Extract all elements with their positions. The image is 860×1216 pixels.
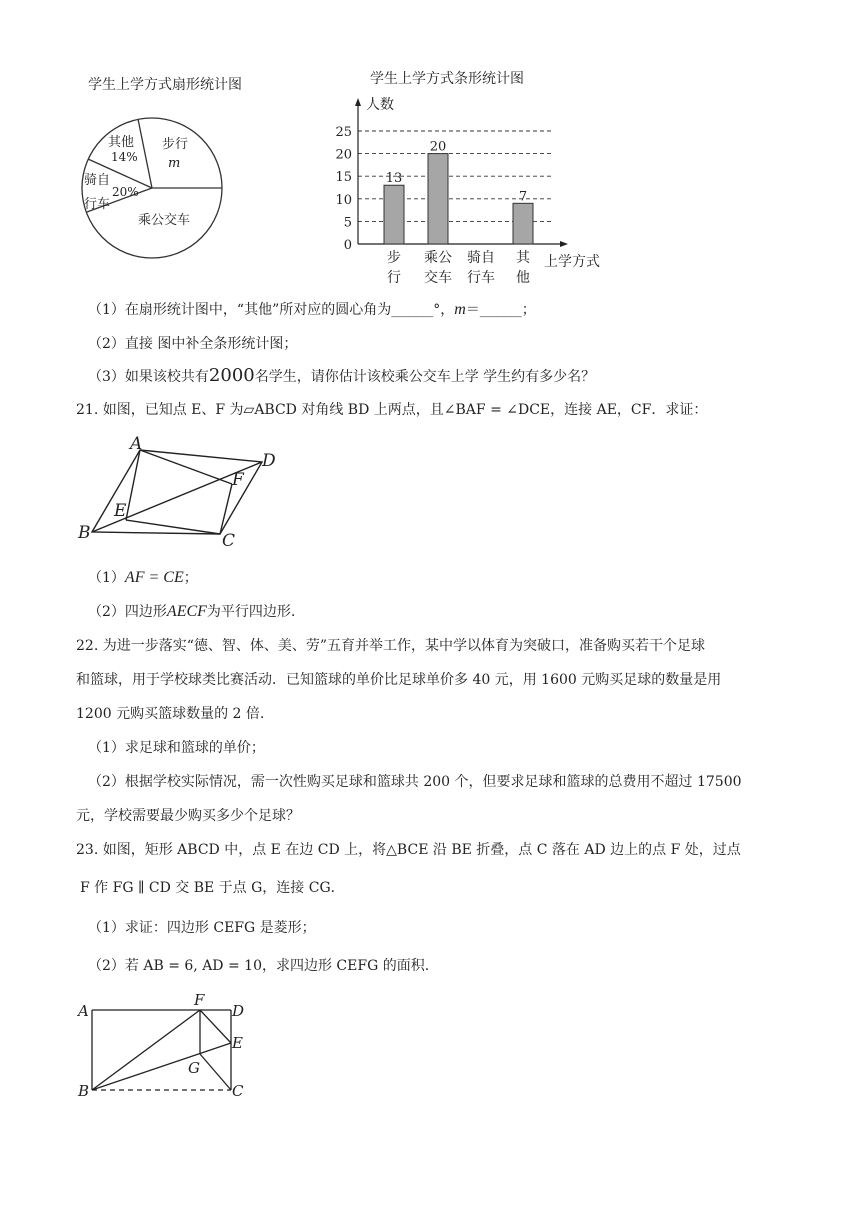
pie-pct-bike: 20%: [112, 185, 139, 199]
label-d: D: [262, 451, 276, 471]
q23-figure: [74, 990, 264, 1106]
q21-part1-a: （1）: [88, 570, 125, 586]
q21-part2-name: AECF: [166, 603, 207, 620]
pie-label-m: m: [168, 156, 181, 171]
label-g: G: [188, 1059, 200, 1077]
q22-part1: （1）求足球和篮球的单价；: [88, 740, 265, 756]
q20-part3-num: 2000: [208, 365, 255, 386]
pie-pct-other: 14%: [111, 150, 138, 164]
x-tick-label: 他: [516, 270, 530, 286]
q20-part1-tail: ＝______；: [465, 302, 536, 318]
x-axis-arrow: [560, 241, 568, 247]
y-tick-label: 25: [335, 125, 352, 140]
segment-ae: [126, 450, 140, 520]
q21-part2-b: 为平行四边形.: [206, 604, 296, 620]
label-f: F: [194, 991, 205, 1009]
q21-part1-eq: AF = CE: [124, 569, 184, 586]
label-f: F: [232, 470, 244, 490]
bar-chart-title: 学生上学方式条形统计图: [370, 71, 524, 87]
x-tick-label: 乘公: [424, 250, 452, 266]
q23-part2: （2）若 AB = 6, AD = 10，求四边形 CEFG 的面积.: [88, 958, 430, 974]
x-tick-label: 其: [516, 250, 530, 266]
q21-part1: [88, 568, 198, 588]
y-tick-label: 5: [343, 215, 352, 231]
bar-data-label: 13: [385, 171, 403, 187]
label-a: A: [78, 1002, 89, 1020]
pie-label-bus: 乘公交车: [138, 213, 191, 228]
x-tick-label: 交车: [424, 270, 452, 286]
label-b: B: [78, 523, 91, 543]
segment-bf: [92, 1010, 200, 1090]
segment-cf: [220, 484, 232, 534]
bar-data-label: 7: [518, 189, 528, 205]
q20-part3-b: 名学生，请你估计该校乘公交车上学 学生约有多少名？: [254, 369, 596, 385]
q22-part2-line1: （2）根据学校实际情况，需一次性购买足球和篮球共 200 个，但要求足球和篮球的总费用不超过 17500: [88, 774, 742, 790]
q23-part1: （1）求证：四边形 CEFG 是菱形；: [88, 920, 316, 936]
q23-line2: F 作 FG ∥ CD 交 BE 于点 G，连接 CG．: [80, 880, 345, 896]
q21-figure: [74, 436, 294, 552]
q22-line1: 22. 为进一步落实“德、智、体、美、劳”五育并举工作，某中学以体育为突破口，准备购买若干个足球: [76, 638, 706, 654]
y-tick-label: 0: [343, 238, 352, 253]
q22-line3: 1200 元购买篮球数量的 2 倍.: [76, 706, 265, 722]
x-tick-label: 行: [387, 270, 401, 286]
bar: [384, 185, 404, 244]
bar-data-label: 20: [429, 139, 447, 155]
pie-label-bike-1: 骑自: [84, 173, 111, 188]
pie-label-other: 其他: [108, 135, 135, 150]
bar-chart-xlabel: 上学方式: [544, 254, 600, 270]
x-tick-label: 骑自: [467, 250, 495, 266]
pie-label-bike-2: 行车: [84, 197, 111, 212]
x-tick-label: 步: [387, 250, 401, 266]
segment-ce: [126, 520, 220, 534]
pie-chart: [78, 112, 228, 262]
label-c: C: [222, 531, 236, 551]
bar-chart: [328, 92, 618, 292]
pie-label-walk: 步行: [162, 137, 189, 152]
segment-gc: [200, 1054, 231, 1090]
q20-part1-text: （1）在扇形统计图中，“其他”所对应的圆心角为______°，: [88, 302, 455, 318]
x-tick-label: 行车: [467, 270, 495, 286]
label-b: B: [78, 1082, 90, 1100]
q20-part3-a: （3）如果该校共有: [88, 369, 209, 385]
q22-part2-line2: 元，学校需要最少购买多少个足球？: [76, 808, 300, 824]
bar: [428, 154, 448, 244]
q23-line1: 23. 如图，矩形 ABCD 中，点 E 在边 CD 上，将△BCE 沿 BE 折叠，点 C 落在 AD 边上的点 F 处，过点: [76, 842, 741, 858]
label-a: A: [130, 436, 143, 454]
q21-stem: 21. 如图，已知点 E、F 为▱ABCD 对角线 BD 上两点，且∠BAF = ∠DCE，连接 AE，CF．求证：: [76, 402, 708, 418]
segment-fe: [200, 1010, 231, 1043]
bar-chart-ylabel: 人数: [366, 97, 394, 113]
q21-part2: [88, 602, 295, 622]
y-tick-label: 15: [335, 170, 352, 186]
y-tick-label: 20: [335, 147, 352, 163]
label-e: E: [232, 1034, 243, 1052]
bar: [513, 203, 533, 244]
q20-part1: [88, 300, 536, 320]
q21-part2-a: （2）四边形: [88, 604, 167, 620]
y-axis-arrow: [355, 98, 361, 106]
label-e: E: [114, 501, 127, 521]
y-tick-label: 10: [335, 192, 352, 208]
q21-part1-b: ；: [183, 570, 198, 586]
label-c: C: [232, 1082, 244, 1100]
q20-var-m: m: [454, 301, 466, 318]
pie-divider: [138, 119, 152, 188]
q20-part3: [88, 366, 595, 387]
label-d: D: [232, 1002, 245, 1020]
q22-line2: 和篮球，用于学校球类比赛活动．已知篮球的单价比足球单价多 40 元，用 1600 元购买足球的数量是用: [76, 672, 722, 688]
q20-part2: （2）直接 图中补全条形统计图；: [88, 336, 298, 352]
pie-chart-title: 学生上学方式扇形统计图: [88, 77, 242, 93]
